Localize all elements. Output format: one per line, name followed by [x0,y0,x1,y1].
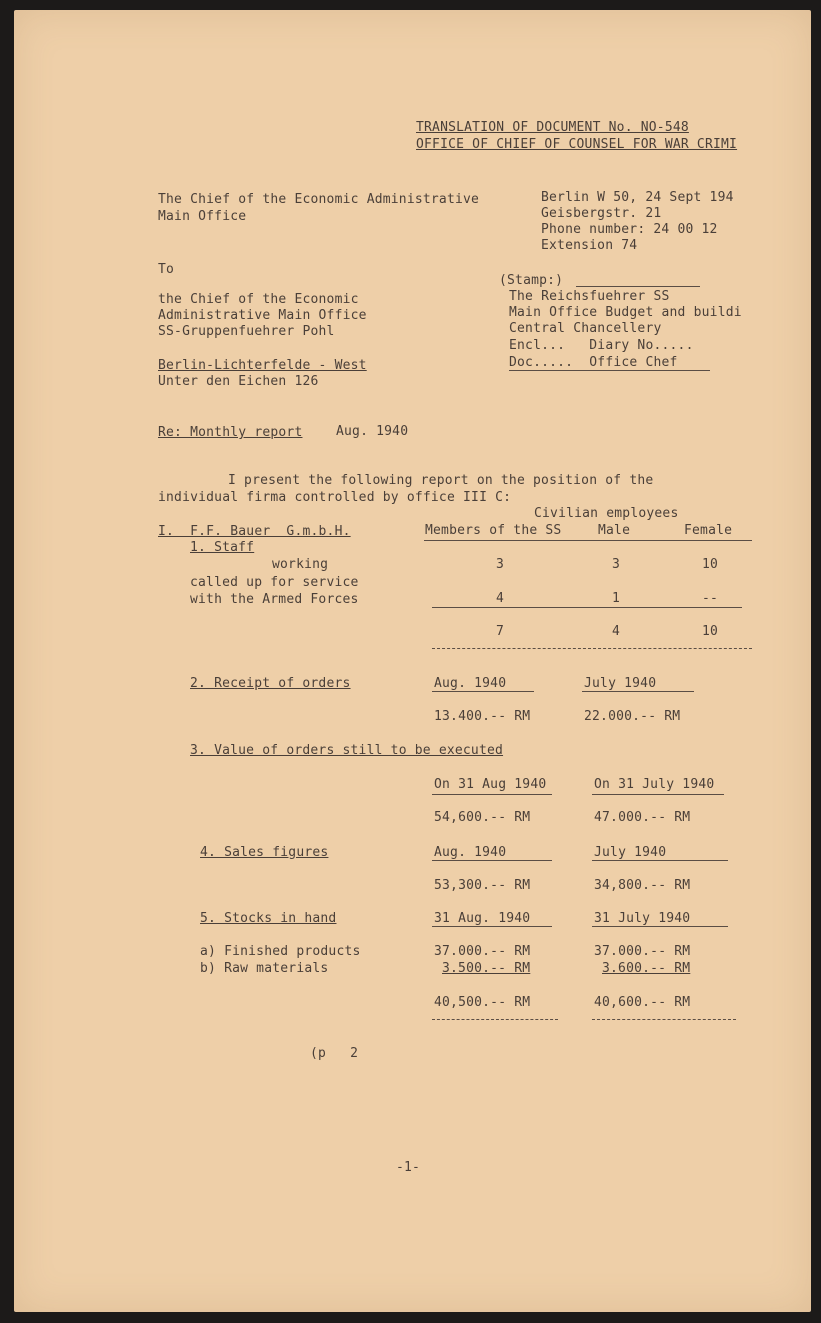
address-line-2: Geisbergstr. 21 [541,206,662,221]
intro-line-1: I present the following report on the position of the [228,473,654,488]
total-ss: 7 [495,624,505,639]
pending-aug-value: 54,600.-- RM [434,810,531,825]
address-line-1: Berlin W 50, 24 Sept 194 [541,190,734,205]
stamp-line-4: Encl... Diary No..... [509,338,694,353]
address-line-3: Phone number: 24 00 12 [541,222,718,237]
col-female: Female [684,523,733,538]
working-female: 10 [701,557,719,572]
total-female: 10 [701,624,719,639]
col-members-ss: Members of the SS [425,523,562,538]
called-up-ss: 4 [495,591,505,606]
address-line-4: Extension 74 [541,238,638,253]
col-male: Male [598,523,631,538]
sales-aug-value: 53,300.-- RM [434,878,531,893]
raw-materials-label: b) Raw materials [200,961,329,976]
stamp-line-1: The Reichsfuehrer SS [509,289,670,304]
sales-title: 4. Sales figures [200,845,329,860]
working-ss: 3 [495,557,505,572]
working-male: 3 [611,557,621,572]
continued-marker: (p 2 [310,1046,359,1061]
pending-col-aug: On 31 Aug 1940 [434,777,547,792]
orders-july-value: 22.000.-- RM [584,709,681,724]
staff-sum-rule [432,607,742,608]
stocks-total-july-rule [592,1019,736,1020]
intro-line-2: individual firma controlled by office III C: [158,490,512,505]
stamp-line-5: Doc..... Office Chef [509,355,678,370]
subject-date: Aug. 1940 [336,424,409,439]
sales-col-july-rule [592,860,728,861]
finished-products-label: a) Finished products [200,944,361,959]
stocks-total-aug: 40,500.-- RM [434,995,531,1010]
orders-col-aug-rule [432,691,534,692]
orders-aug-value: 13.400.-- RM [434,709,531,724]
staff-header-rule [424,540,752,541]
sales-col-july: July 1940 [594,845,667,860]
stamp-line-2: Main Office Budget and buildi [509,305,742,320]
row-called-up-label-1: called up for service [190,575,359,590]
recipient-line-3: SS-Gruppenfuehrer Pohl [158,324,335,339]
orders-col-july: July 1940 [584,676,657,691]
firm-name: I. F.F. Bauer G.m.b.H. [158,524,351,539]
recipient-line-5: Unter den Eichen 126 [158,374,319,389]
stocks-title: 5. Stocks in hand [200,911,337,926]
staff-title: 1. Staff [190,540,255,555]
stocks-total-aug-rule [432,1019,558,1020]
stocks-col-aug: 31 Aug. 1940 [434,911,531,926]
orders-col-aug: Aug. 1940 [434,676,507,691]
called-up-male: 1 [611,591,621,606]
stamp-bottom-rule [509,370,710,371]
pending-col-july-rule [592,794,724,795]
row-called-up-label-2: with the Armed Forces [190,592,359,607]
raw-materials-aug: 3.500.-- RM [442,961,531,976]
stamp-top-rule [576,286,700,287]
translation-header: TRANSLATION OF DOCUMENT No. NO-548 [416,120,689,135]
stocks-col-july-rule [592,926,728,927]
stamp-line-3: Central Chancellery [509,321,662,336]
row-working-label: working [272,557,329,572]
raw-materials-july: 3.600.-- RM [602,961,691,976]
page-number: -1- [396,1160,421,1175]
pending-july-value: 47.000.-- RM [594,810,691,825]
pending-title: 3. Value of orders still to be executed [190,743,504,758]
sales-col-aug-rule [432,860,552,861]
pending-col-july: On 31 July 1940 [594,777,715,792]
sender-line-1: The Chief of the Economic Administrative [158,192,480,207]
orders-title: 2. Receipt of orders [190,676,351,691]
civilian-employees-header: Civilian employees [534,506,679,521]
to-label: To [158,262,175,277]
office-header: OFFICE OF CHIEF OF COUNSEL FOR WAR CRIMI [416,137,738,152]
total-male: 4 [611,624,621,639]
staff-total-rule [432,648,752,649]
sender-line-2: Main Office [158,209,247,224]
stocks-total-july: 40,600.-- RM [594,995,691,1010]
sales-col-aug: Aug. 1940 [434,845,507,860]
called-up-female: -- [701,591,719,606]
pending-col-aug-rule [432,794,552,795]
stamp-label: (Stamp:) [499,273,564,288]
stocks-col-july: 31 July 1940 [594,911,691,926]
finished-products-july: 37.000.-- RM [594,944,691,959]
orders-col-july-rule [582,691,694,692]
recipient-line-4: Berlin-Lichterfelde - West [158,358,367,373]
subject-label: Re: Monthly report [158,425,303,440]
recipient-line-2: Administrative Main Office [158,308,367,323]
stocks-col-aug-rule [432,926,552,927]
finished-products-aug: 37.000.-- RM [434,944,531,959]
sales-july-value: 34,800.-- RM [594,878,691,893]
recipient-line-1: the Chief of the Economic [158,292,359,307]
